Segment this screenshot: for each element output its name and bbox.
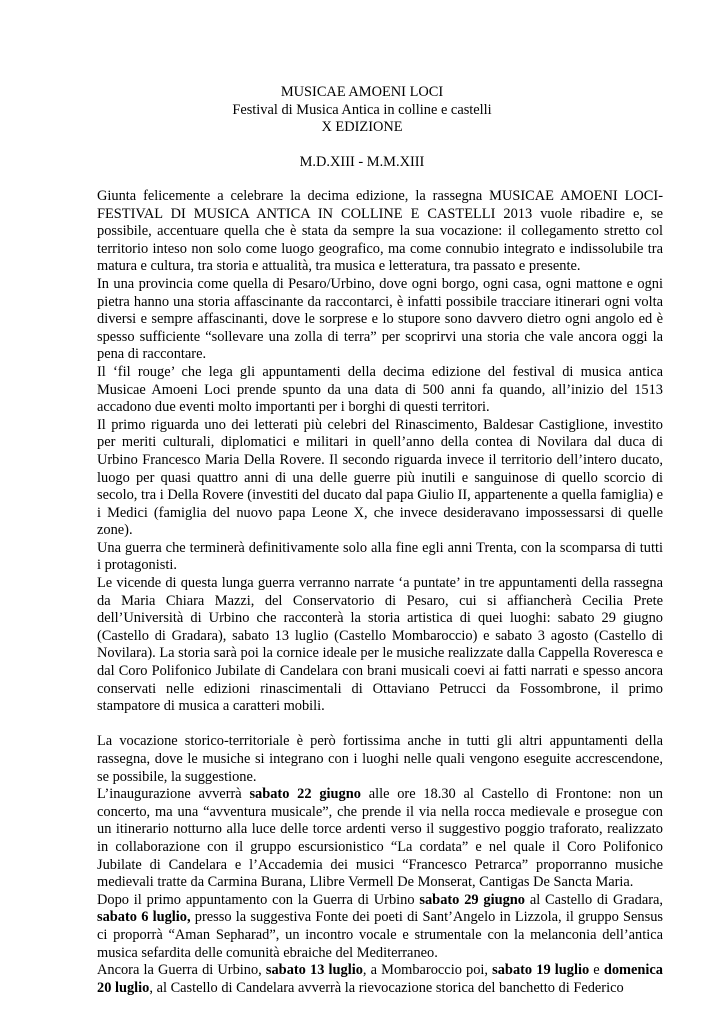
p10-text: Ancora la Guerra di Urbino, [97,962,266,979]
paragraph-2: In una provincia come quella di Pesaro/Urbino, dove ogni borgo, ogni casa, ogni mattone e ogni pietra hanno una storia affascinante da raccontarci, è infatti possibile tracciare itinerari ogni volta diversi e sempre affascinanti, dove le sorprese e lo stupore sono davvero dietro ogni angolo ed è spesso sufficiente “sollevare una zolla di terra” per scoprirvi una storia che vale ancora oggi la pena di raccontare. [97,275,663,363]
p9-date-2: sabato 6 luglio, [97,909,191,926]
paragraph-9 [97,892,663,962]
p10-date-3: domenica 20 luglio [97,962,663,996]
p9-text: Dopo il primo appuntamento con la Guerra di Urbino [97,891,420,908]
p8-text-2: alle ore 18.30 al Castello di Frontone: non un concerto, ma una “avventura musicale”, che prende il via nella rocca medievale e prosegue con un itinerario notturno alla luce delle torce ardenti verso il suggestivo poggio traforato, realizzato in collaborazione con il gruppo escursionistico “La cordata” e nel quale il Coro Polifonico Jubilate di Candelara e l’Accademia dei musici “Francesco Petrarca” proporranno musiche medievali tratte da Carmina Burana, Llibre Vermell De Monserat, Cantigas De Sancta Maria. [97,786,663,891]
years-line: M.D.XIII - M.M.XIII [299,154,425,170]
document-body [97,188,663,997]
p10-date-2: sabato 19 luglio [492,962,590,979]
p8-text: L’inaugurazione avverrà [97,786,250,803]
p10-text-2: , a Mombaroccio poi, [362,962,493,979]
paragraph-3: Il ‘fil rouge’ che lega gli appuntamenti della decima edizione del festival di musica antica Musicae Amoeni Loci prende spunto da una data di 500 anni fa quando, all’inizio del 1513 accadono due eventi molto importanti per i borghi di questi territori. [97,363,663,416]
p10-text-3: e [589,962,604,979]
paragraph-6: Le vicende di questa lunga guerra verranno narrate ‘a puntate’ in tre appuntamenti della rassegna da Maria Chiara Mazzi, del Conservatorio di Pesaro, cui si affiancherà Cecilia Prete dell’Università di Urbino che racconterà la storia artistica di quei luoghi: sabato 29 giugno (Castello di Gradara), sabato 13 luglio (Castello Mombaroccio) e sabato 3 agosto (Castello di Novilara). La storia sarà poi la cornice ideale per le musiche realizzate dalla Cappella Roveresca e dal Coro Polifonico Jubilate di Candelara con brani musicali coevi ai fatti narrati e spesso ancora conservati nelle edizioni rinascimentali di Ottaviano Petrucci da Fossombrone, il primo stampatore di musica a caratteri mobili. [97,575,663,715]
paragraph-7: La vocazione storico-territoriale è però fortissima anche in tutti gli altri appuntamenti della rassegna, dove le musiche si integrano con i luoghi nelle quali vengono eseguite accrescendone, se possibile, la suggestione. [97,733,663,785]
p10-text-4: , al Castello di Candelara avverrà la rievocazione storica del banchetto di Federico [149,979,624,996]
p9-date-1: sabato 29 giugno [419,891,526,908]
paragraph-4: Il primo riguarda uno dei letterati più celebri del Rinascimento, Baldesar Castiglione, investito per meriti culturali, diplomatici e militari in quell’anno della contea di Novilara dal duca di Urbino Francesco Maria Della Rovere. Il secondo riguarda invece il territorio dell’intero ducato, luogo per quasi quattro anni di una delle guerre più inutili e sanguinose di quello scorcio di secolo, tra i Della Rovere (investiti del ducato dal papa Giulio II, appartenente a quella famiglia) e i Medici (famiglia del nuovo papa Leone X, che invece desideravano impossessarsi di quelle zone). [97,416,663,539]
festival-title: MUSICAE AMOENI LOCI [280,84,444,100]
paragraph-5: Una guerra che terminerà definitivamente solo alla fine egli anni Trenta, con la scomparsa di tutti i protagonisti. [97,539,663,574]
paragraph-10 [97,962,663,997]
p8-date: sabato 22 giugno [249,786,361,803]
edition-label: X EDIZIONE [321,119,403,136]
document-header [0,84,724,137]
festival-subtitle: Festival di Musica Antica in colline e castelli [232,101,492,118]
paragraph-8 [97,786,663,892]
paragraph-1: Giunta felicemente a celebrare la decima edizione, la rassegna MUSICAE AMOENI LOCI-FESTIVAL DI MUSICA ANTICA IN COLLINE E CASTELLI 2013 vuole ribadire e, se possibile, accentuare quella che è stata da sempre la sua vocazione: il collegamento stretto col territorio inteso non solo come luogo geografico, ma come connubio integrato e indissolubile tra matura e cultura, tra storia e attualità, tra musica e letteratura, tra passato e presente. [97,188,663,275]
p9-text-2: al Castello di Gradara, [525,891,663,908]
p9-text-3: presso la suggestiva Fonte dei poeti di Sant’Angelo in Lizzola, il gruppo Sensus ci proporrà “Aman Sepharad”, un incontro vocale e strumentale con la melanconia dell’antica musica sefardita delle comunità ebraiche del Mediterraneo. [97,909,663,961]
p10-date-1: sabato 13 luglio [265,962,363,979]
